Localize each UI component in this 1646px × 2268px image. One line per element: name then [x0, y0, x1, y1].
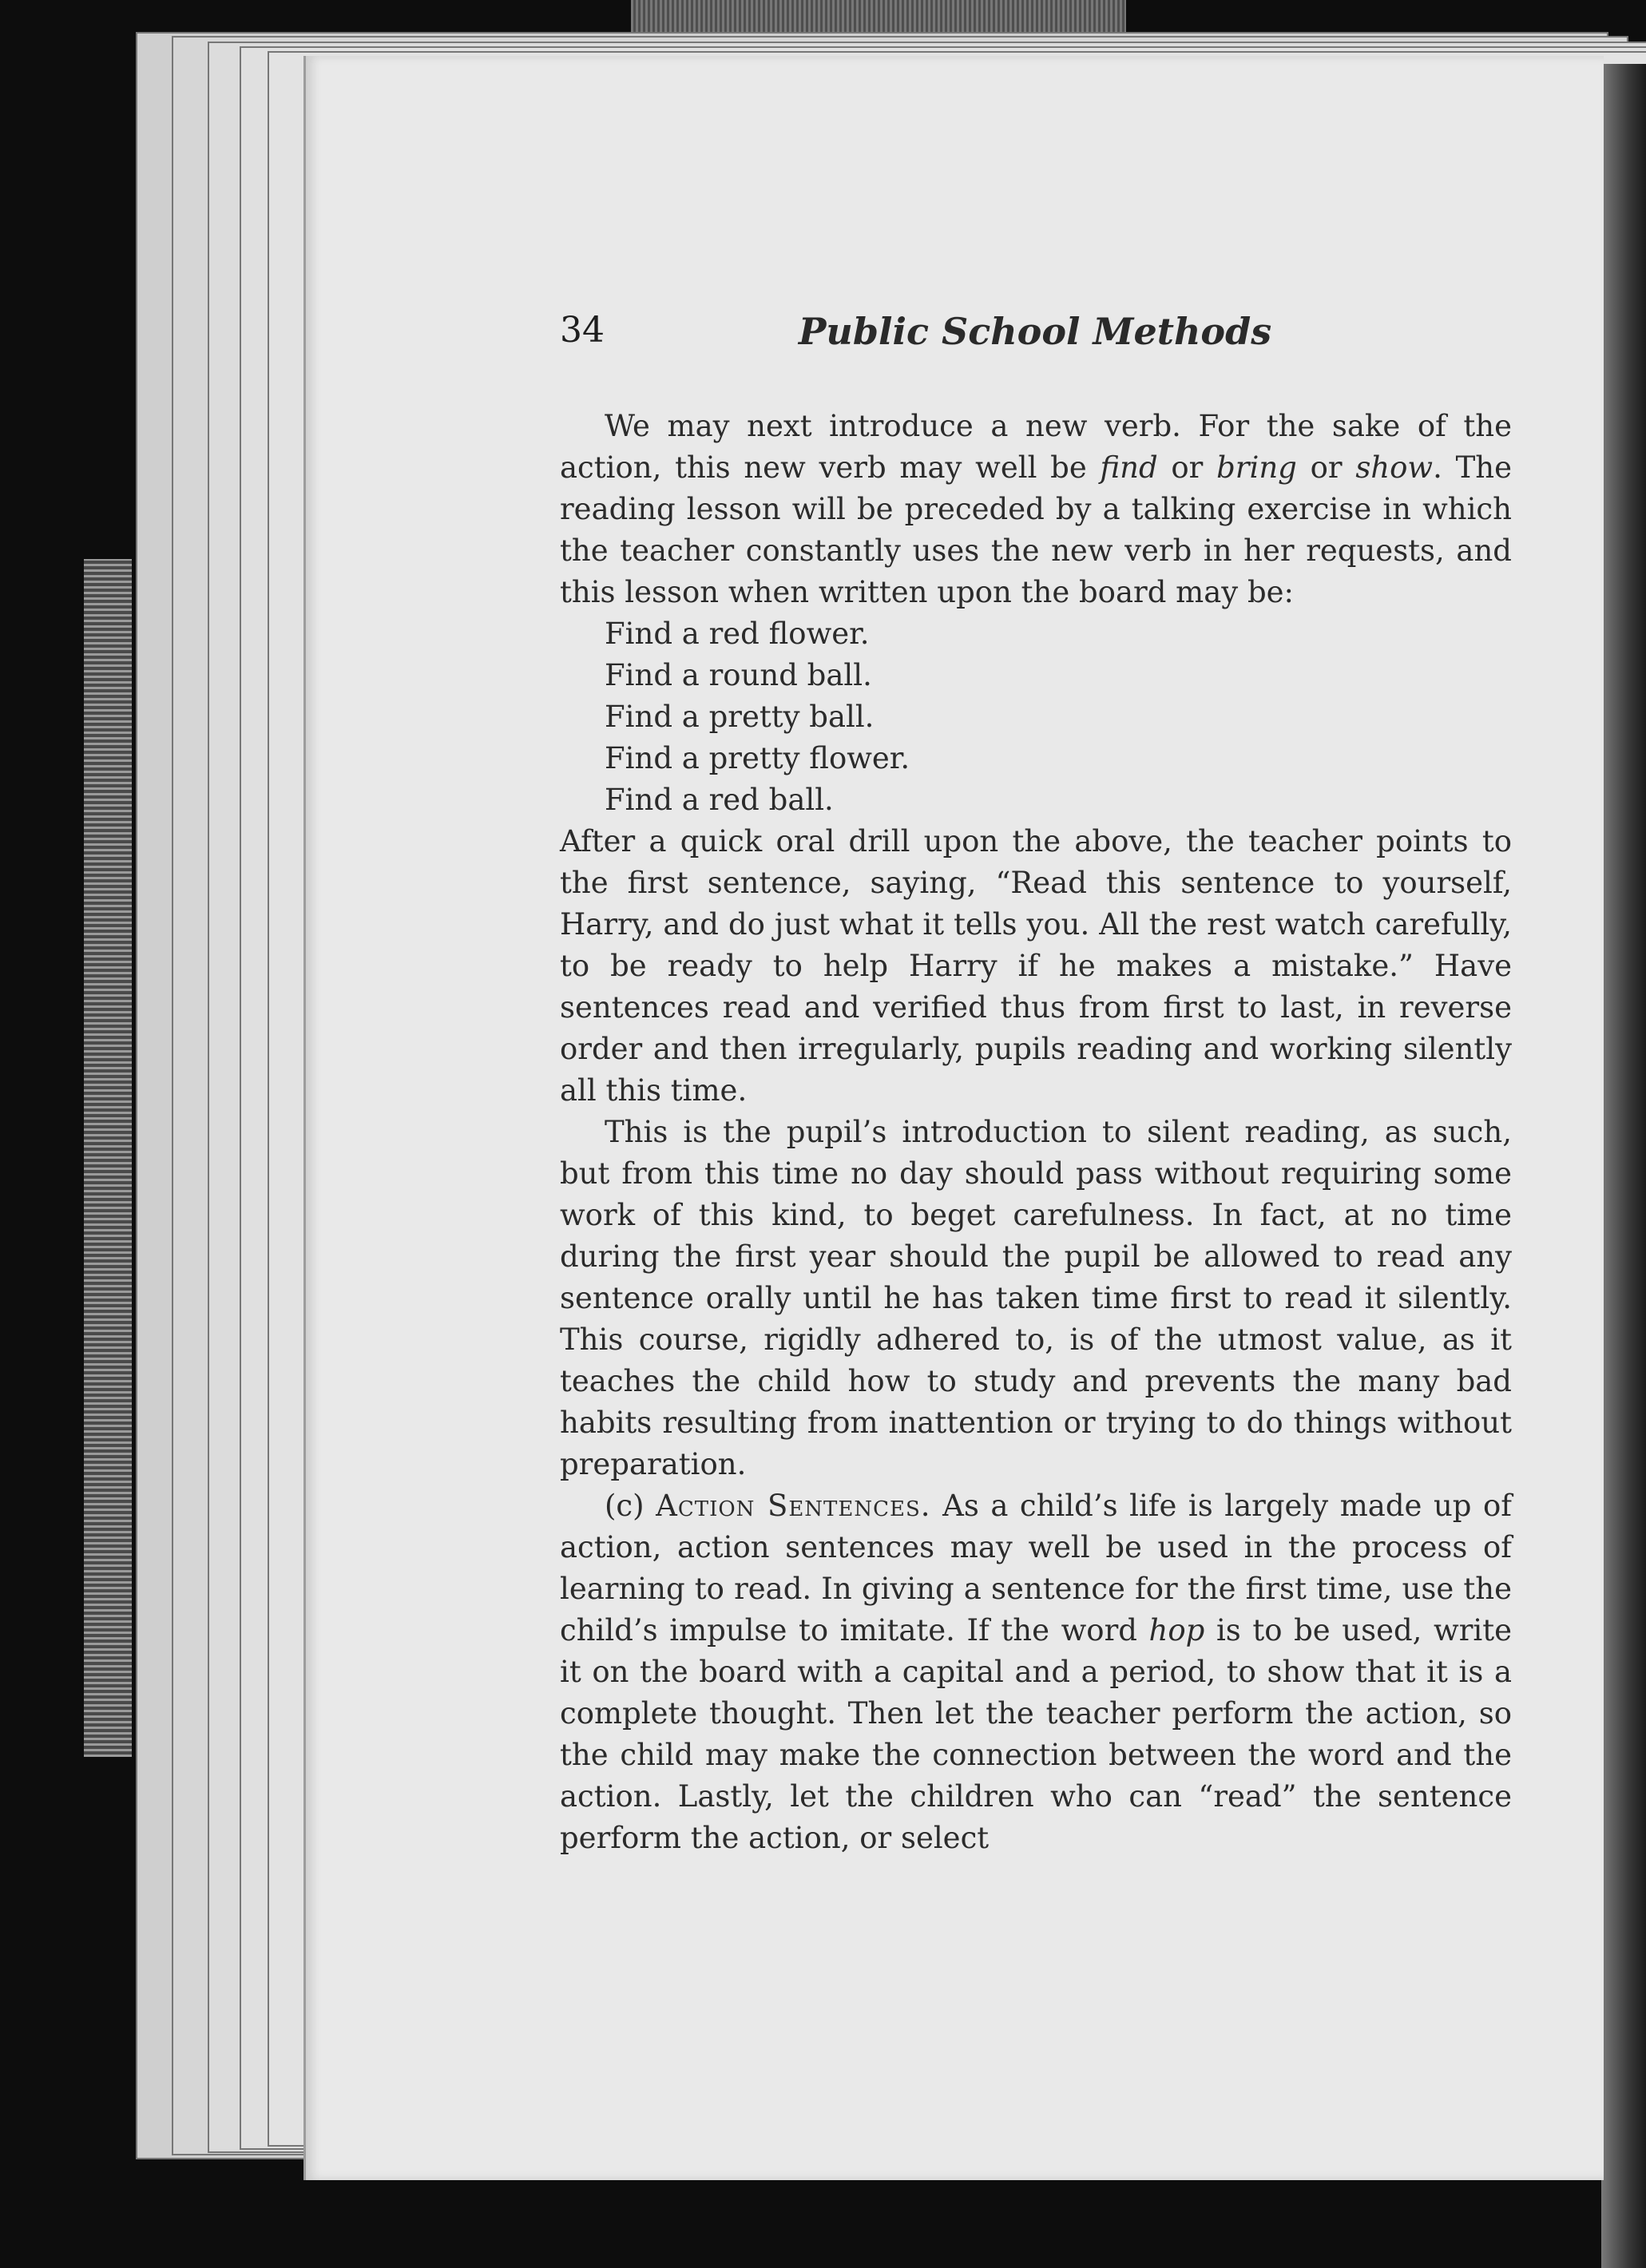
page-header — [560, 310, 1510, 358]
list-item: Find a round ball. — [605, 658, 872, 692]
text-run: We may next introduce a new verb. For the sake of the action, this new verb may well be — [560, 409, 1512, 485]
italic-word: hop — [1148, 1613, 1205, 1647]
text-run: or — [1157, 450, 1217, 485]
paragraph-1 — [560, 406, 1512, 613]
section-label: (c) — [605, 1489, 656, 1523]
paragraph-2: After a quick oral drill upon the above, the teacher points to the first sentence, saying, “Read this sentence to yourself, Harry, and do just what it tells you. All the rest watch carefully, to be ready to help Harry if he makes a mistake.” Have sentences read and verified thus from first to last, in reverse order and then irregularly, pupils reading and working silently all this time. — [560, 824, 1512, 1108]
body-text — [560, 406, 1512, 1859]
list-item: Find a pretty flower. — [605, 741, 910, 775]
board-lesson-list — [560, 613, 1512, 821]
text-run: . The reading lesson will be preceded by a talking exercise in which the teacher constantly uses the new verb in her requests, and this lesson when written upon the board may be: — [560, 450, 1512, 609]
book-page — [303, 56, 1604, 2180]
page-number: 34 — [560, 310, 605, 351]
section-heading: Action Sentences. — [656, 1489, 931, 1523]
text-run: is to be used, write it on the board with a capital and a period, to show that it is a complete thought. Then let the teacher perform the action, so the child may make the connection between the word and the action. Lastly, let the children who can “read” the sentence perform the action, or select — [560, 1613, 1512, 1855]
book-spine — [1601, 64, 1646, 2268]
italic-word: bring — [1216, 450, 1297, 485]
list-item: Find a pretty ball. — [605, 700, 875, 734]
italic-word: find — [1100, 450, 1158, 485]
list-item: Find a red flower. — [605, 617, 870, 651]
paragraph-4 — [560, 1485, 1512, 1859]
text-run: or — [1296, 450, 1356, 485]
film-edge-left — [84, 559, 132, 1757]
running-title: Public School Methods — [798, 310, 1272, 353]
list-item: Find a red ball. — [605, 783, 834, 817]
italic-word: show — [1355, 450, 1434, 485]
paragraph-3: This is the pupil’s introduction to silent reading, as such, but from this time no day should pass without requiring some work of this kind, to beget carefulness. In fact, at no time during the first year should the pupil be allowed to read any sentence orally until he has taken time first to read it silently. This course, rigidly adhered to, is of the utmost value, as it teaches the child how to study and prevents the many bad habits resulting from inattention or trying to do things without preparation. — [560, 1115, 1512, 1481]
text-run: As a child’s life is largely made up of action, action sentences may well be used in the process of learning to read. In giving a sentence for the first time, use the child’s impulse to imitate. If the word — [560, 1489, 1512, 1647]
